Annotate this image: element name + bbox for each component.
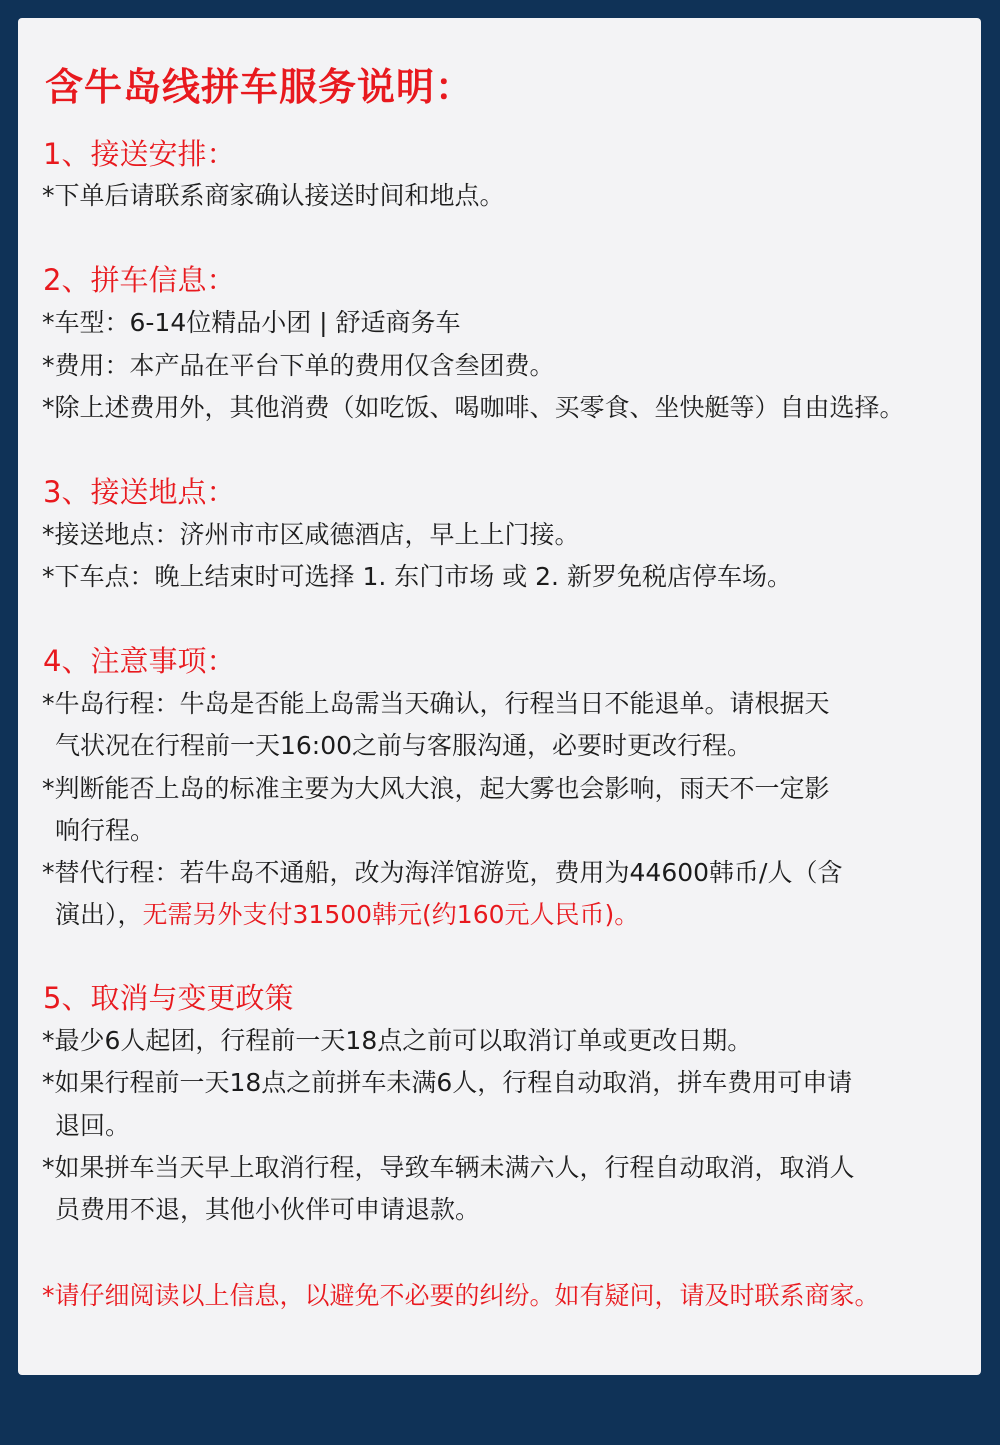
- section-heading-pickup-arrangement: 1、接送安排：: [43, 137, 236, 171]
- section-line: *如果行程前一天18点之前拼车未满6人，行程自动取消，拼车费用可申请: [42, 1068, 853, 1097]
- section-line: 退回。: [55, 1111, 131, 1140]
- highlight-text: 无需另外支付31500韩元(约160元人民币)。: [142, 900, 640, 929]
- section-line: *接送地点：济州市市区咸德酒店，早上上门接。: [42, 520, 580, 549]
- page-title: 含牛岛线拼车服务说明：: [45, 65, 475, 109]
- section-heading-cancellation-policy: 5、取消与变更政策: [43, 981, 294, 1015]
- section-heading-carpool-info: 2、拼车信息：: [43, 263, 236, 297]
- section-line: *如果拼车当天早上取消行程，导致车辆未满六人，行程自动取消，取消人: [42, 1153, 855, 1182]
- section-line: 响行程。: [55, 816, 156, 845]
- section-line: *判断能否上岛的标准主要为大风大浪，起大雾也会影响，雨天不一定影: [42, 774, 830, 803]
- section-line: *牛岛行程：牛岛是否能上岛需当天确认，行程当日不能退单。请根据天: [42, 689, 830, 718]
- section-line-text: 演出），: [55, 900, 143, 929]
- section-line: *最少6人起团，行程前一天18点之前可以取消订单或更改日期。: [42, 1026, 753, 1055]
- section-line: *下单后请联系商家确认接送时间和地点。: [42, 181, 505, 210]
- section-line: 员费用不退，其他小伙伴可申请退款。: [55, 1195, 481, 1224]
- section-line: *下车点：晚上结束时可选择 1. 东门市场 或 2. 新罗免税店停车场。: [42, 562, 792, 591]
- section-line: *替代行程：若牛岛不通船，改为海洋馆游览，费用为44600韩币/人（含: [42, 858, 843, 887]
- notice-card: [18, 18, 981, 1375]
- section-line: *车型：6-14位精品小团 | 舒适商务车: [42, 308, 461, 337]
- section-line: *费用：本产品在平台下单的费用仅含叁团费。: [42, 351, 555, 380]
- section-heading-pickup-location: 3、接送地点：: [43, 475, 236, 509]
- section-line: 气状况在行程前一天16:00之前与客服沟通，必要时更改行程。: [55, 731, 753, 760]
- section-heading-notes: 4、注意事项：: [43, 644, 236, 678]
- footer-warning: *请仔细阅读以上信息，以避免不必要的纠纷。如有疑问，请及时联系商家。: [42, 1281, 880, 1310]
- section-line-mixed: [55, 899, 639, 931]
- section-line: *除上述费用外，其他消费（如吃饭、喝咖啡、买零食、坐快艇等）自由选择。: [42, 393, 905, 422]
